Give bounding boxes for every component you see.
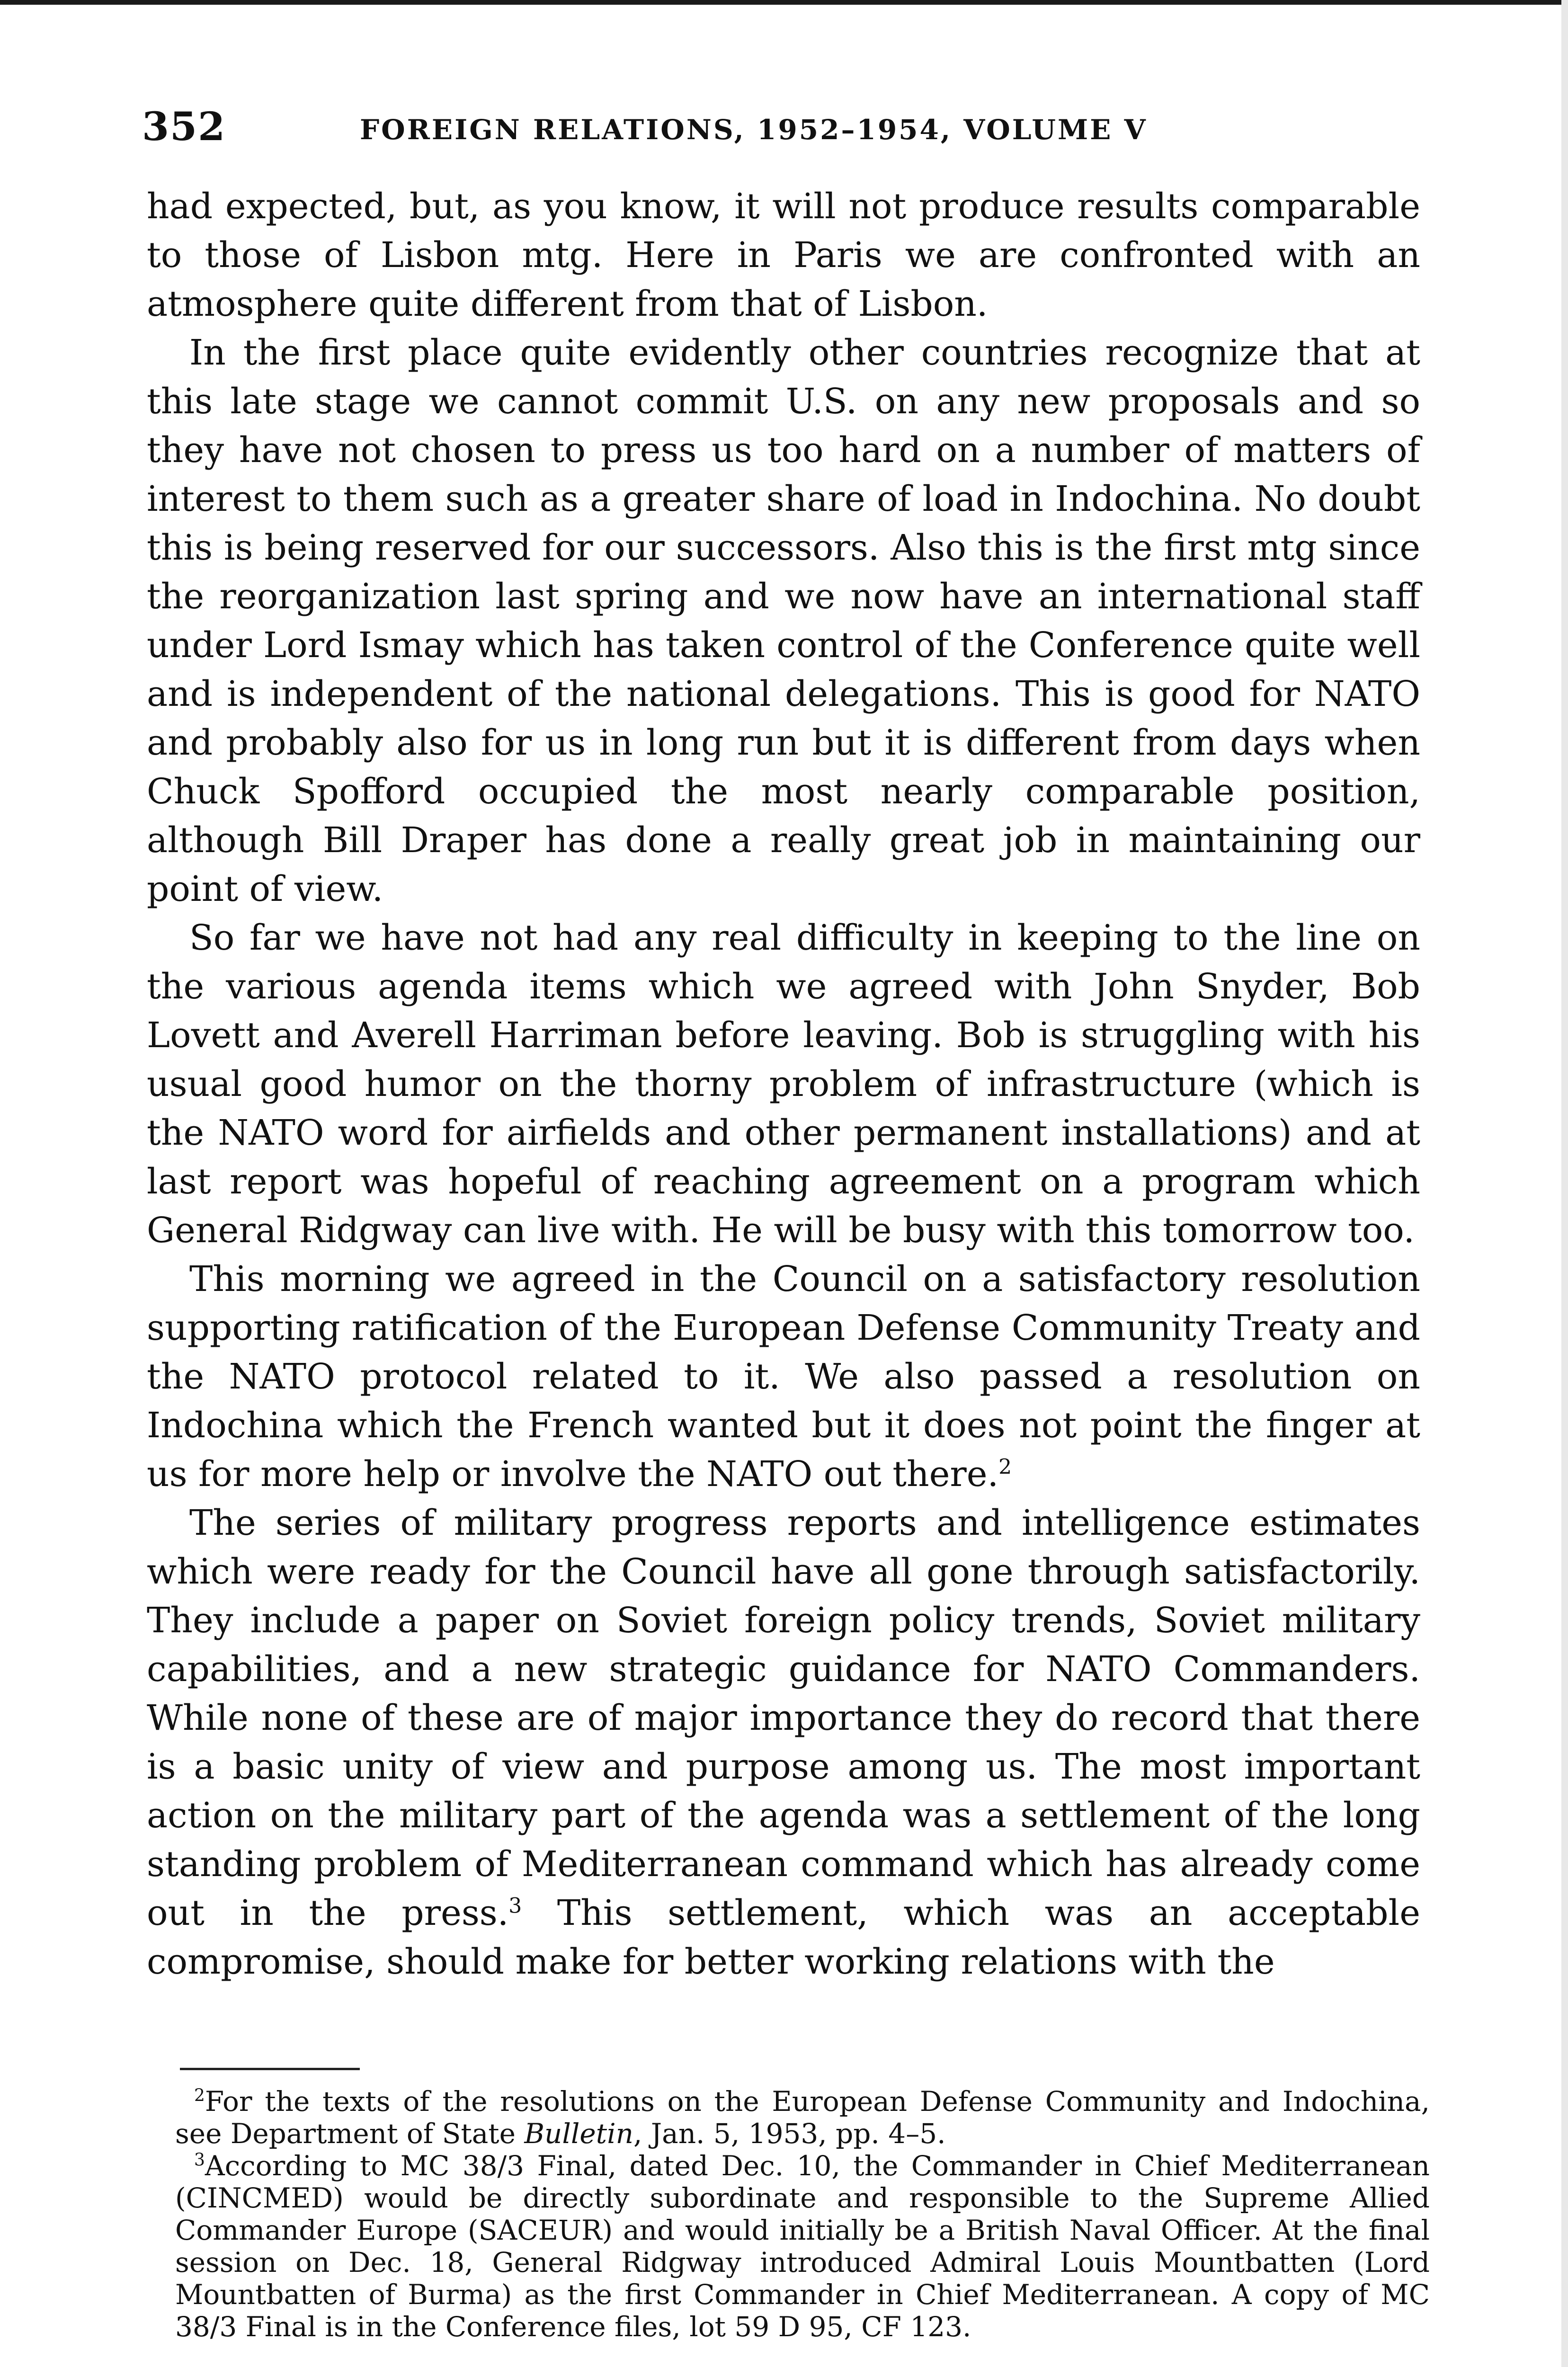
footnote-divider <box>180 2068 360 2070</box>
footnotes <box>175 2085 1430 2343</box>
paragraph-2-text: In the first place quite evidently other countries recognize that at this late stage we cannot commit U.S. on any new proposals and so they have not chosen to press us too hard on a number of matters of interest to them such as a greater share of load in Indochina. No doubt this is being reserved for our successors. Also this is the first mtg since the reorganization last spring and we now have an international staff under Lord Ismay which has taken control of the Conference quite well and is independent of the national delegations. This is good for NATO and probably also for us in long run but it is different from days when Chuck Spofford occupied the most nearly comparable position, although Bill Draper has done a really great job in maintaining our point of view. <box>147 332 1420 909</box>
footnote-2 <box>175 2085 1430 2150</box>
body-text <box>147 182 1420 1986</box>
footnote-3-text: According to MC 38/3 Final, dated Dec. 10, the Commander in Chief Mediterranean (CINCMED) would be directly subordinate and responsible to the Supreme Allied Commander Europe (SACEUR) and would initially be a British Naval Officer. At the final session on Dec. 18, General Ridgway introduced Admiral Louis Mountbatten (Lord Mountbatten of Burma) as the first Commander in Chief Mediterranean. A copy of MC 38/3 Final is in the Conference files, lot 59 D 95, CF 123. <box>175 2150 1430 2343</box>
footnote-2-text-b: , Jan. 5, 1953, pp. 4–5. <box>633 2118 946 2150</box>
paragraph-5-text-b: This settlement, which was an acceptable compromise, should make for better working relations with the <box>147 1893 1421 1982</box>
right-scan-edge <box>1561 0 1568 2367</box>
paragraph-4 <box>147 1255 1420 1499</box>
paragraph-5-text-a: The series of military progress reports and intelligence estimates which were ready for the Council have all gone through satisfactorily. They include a paper on Soviet foreign policy trends, Soviet military capabilities, and a new strategic guidance for NATO Commanders. While none of these are of major importance they do record that there is a basic unity of view and purpose among us. The most important action on the military part of the agenda was a settlement of the long standing problem of Mediterranean command which has already come out in the press. <box>147 1503 1420 1933</box>
paragraph-1 <box>147 182 1420 329</box>
paragraph-1-text: had expected, but, as you know, it will not produce results comparable to those of Lisbon mtg. Here in Paris we are confronted with an atmosphere quite different from that of Lisbon. <box>147 186 1420 324</box>
footnote-2-number: 2 <box>194 2086 205 2106</box>
running-head: FOREIGN RELATIONS, 1952–1954, VOLUME V <box>360 114 1148 146</box>
paragraph-4-text: This morning we agreed in the Council on a satisfactory resolution supporting ratification of the European Defense Community Treaty and the NATO protocol related to it. We also passed a resolution on Indochina which the French wanted but it does not point the finger at us for more help or involve the NATO out there. <box>147 1259 1420 1495</box>
footnote-ref-2[interactable]: 2 <box>998 1455 1012 1479</box>
page-header <box>142 104 1420 156</box>
paragraph-3-text: So far we have not had any real difficulty in keeping to the line on the various agenda items which we agreed with John Snyder, Bob Lovett and Averell Harriman before leaving. Bob is struggling with his usual good humor on the thorny problem of infrastructure (which is the NATO word for airfields and other permanent installations) and at last report was hopeful of reaching agreement on a program which General Ridgway can live with. He will be busy with this tomorrow too. <box>147 917 1420 1251</box>
footnote-3-number: 3 <box>194 2150 205 2170</box>
footnote-ref-3[interactable]: 3 <box>508 1894 522 1918</box>
paragraph-3 <box>147 914 1420 1255</box>
paragraph-5 <box>147 1499 1420 1986</box>
footnote-2-text-a: For the texts of the resolutions on the European Defense Community and Indochina, see Department of State <box>175 2085 1430 2150</box>
paragraph-2 <box>147 329 1420 914</box>
page-number: 352 <box>142 104 226 150</box>
footnote-2-bulletin: Bulletin <box>524 2118 633 2150</box>
top-scan-edge <box>0 0 1568 5</box>
footnote-3 <box>175 2150 1430 2343</box>
